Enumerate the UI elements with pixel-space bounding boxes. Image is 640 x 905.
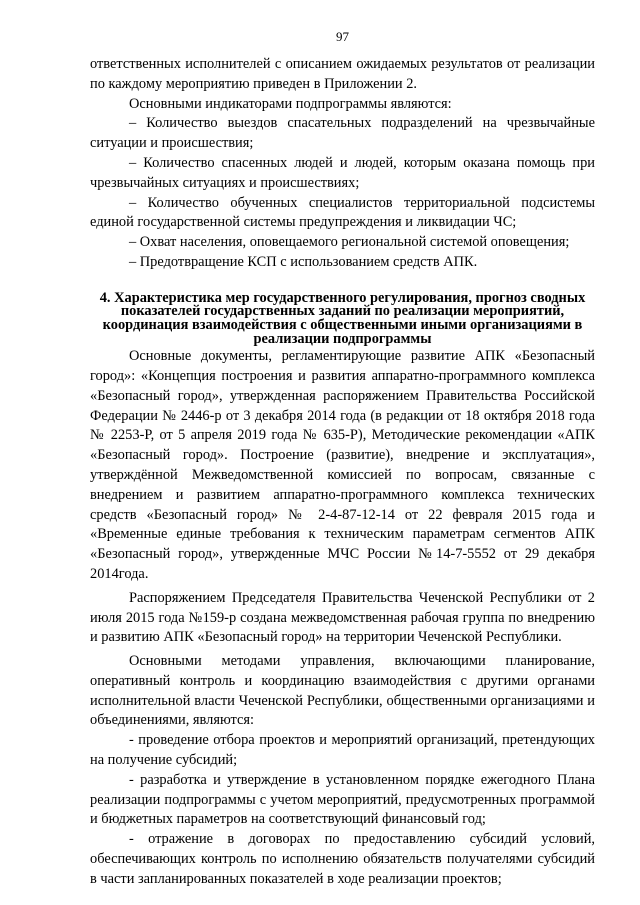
page-number: 97 bbox=[336, 29, 349, 44]
list-item-indicator: – Предотвращение КСП с использованием средств АПК. bbox=[129, 253, 478, 270]
list-item-method: - отражение в договорах по предоставлению субсидий условий, обеспечивающих контроль по исполнению обязательств получателями субсидий в части запланированных показателей в ходе реализации проектов; bbox=[90, 831, 595, 887]
paragraph-continuation: ответственных исполнителей с описанием ожидаемых результатов от реализации по каждому мероприятию приведен в Приложении 2. bbox=[90, 56, 595, 92]
paragraph-methods: Основными методами управления, включающими планирование, оперативный контроль и координацию взаимодействия с другими органами исполнительной власти Чеченской Республики, общественными организациями и объединениями, являются: bbox=[90, 653, 595, 729]
list-item-indicator: – Количество выездов спасательных подразделений на чрезвычайные ситуации и происшествия; bbox=[90, 115, 595, 152]
section-heading: 4. Характеристика мер государственного регулирования, прогноз сводных показателей государственных заданий по реализации мероприятий, координация взаимодействия с общественными иными организациями в реализации подпрограммы bbox=[99, 289, 586, 347]
list-item-method: - разработка и утверждение в установленном порядке ежегодного Плана реализации подпрограммы с учетом мероприятий, предусмотренных программой и бюджетных параметров на соответствующий финансовый год; bbox=[90, 771, 595, 828]
list-item-method: - проведение отбора проектов и мероприятий организаций, претендующих на получение субсидий; bbox=[90, 732, 595, 769]
paragraph-indicators-intro: Основными индикаторами подпрограммы являются: bbox=[129, 95, 452, 112]
list-item-indicator: – Количество обученных специалистов территориальной подсистемы единой государственной системы предупреждения и ликвидации ЧС; bbox=[90, 194, 595, 231]
list-item-indicator: – Охват населения, оповещаемого региональной системой оповещения; bbox=[129, 234, 570, 251]
paragraph-documents: Основные документы, регламентирующие развитие АПК «Безопасный город»: «Концепция построения и развития аппаратно-программного комплекса «Безопасный город», утвержденная распоряжением Правительства Российской Федерации № 2446-р от 3 декабря 2014 года (в редакции от 18 октября 2018 года № 2253-Р, от 5 апреля 2019 года № 635-Р), Методические рекомендации «АПК «Безопасный город». Построение (развитие), внедрение и эксплуатация», утверждённой Межведомственной комиссией по вопросам, связанные с внедрением и развитием аппаратно-программного комплекса технических средств «Безопасный город» № 2-4-87-12-14 от 22 февраля 2015 года и «Временные единые требования к техническим параметрам сегментов АПК «Безопасный город», утвержденные МЧС России №14-7-5552 от 29 декабря 2014года. bbox=[90, 348, 595, 582]
paragraph-working-group: Распоряжением Председателя Правительства Чеченской Республики от 2 июля 2015 года №159-р создана межведомственная рабочая группа по внедрению и развитию АПК «Безопасный город» на территории Чеченской Республики. bbox=[90, 589, 595, 646]
list-item-indicator: – Количество спасенных людей и людей, которым оказана помощь при чрезвычайных ситуациях и происшествиях; bbox=[90, 154, 595, 191]
document-body bbox=[90, 55, 595, 890]
